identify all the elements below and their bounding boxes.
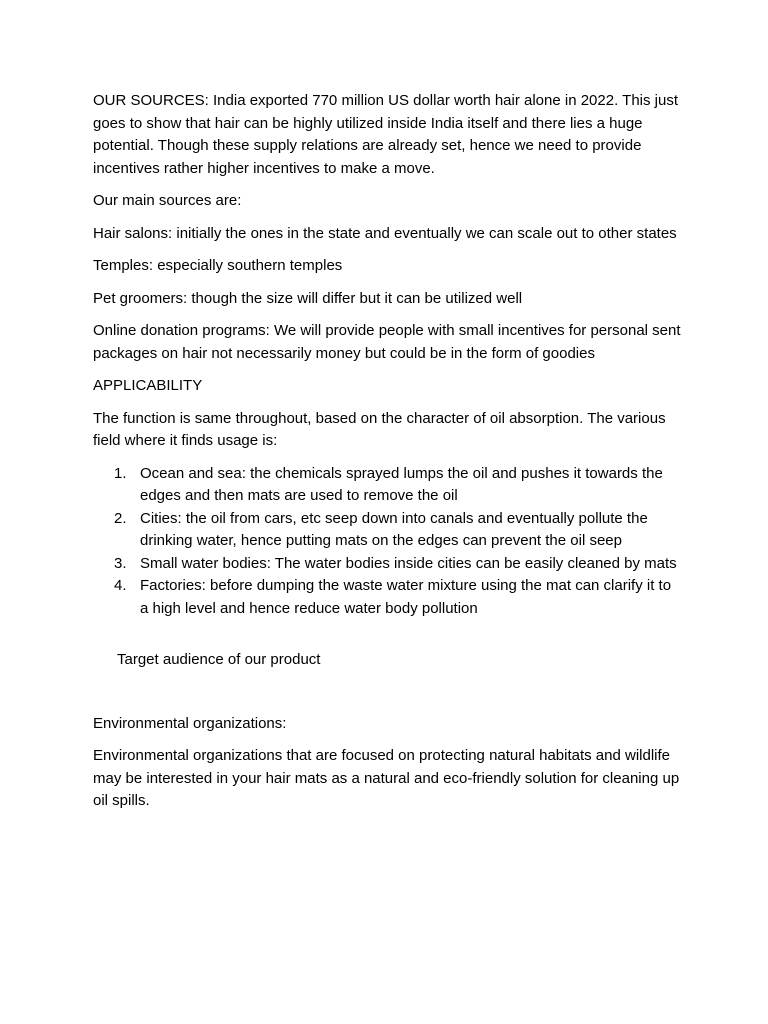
temples-paragraph: Temples: especially southern temples [93,257,343,274]
list-item-text: Cities: the oil from cars, etc seep down into canals and eventually pollute the drinking water, hence putting mats on the edges can prevent the oil seep [140,509,648,549]
sources-paragraph: OUR SOURCES: India exported 770 million US dollar worth hair alone in 2022. This just goes to show that hair can be highly utilized inside India itself and there lies a huge potential. Though these supply relations are already set, hence we need to provide incentives rather higher incentives to make a move. [93,92,678,177]
target-audience-heading: Target audience of our product [117,651,321,668]
list-number: 2. [114,509,127,527]
list-item-text: Factories: before dumping the waste water mixture using the mat can clarify it to a high level and hence reduce water body pollution [140,577,672,617]
blank-line [93,620,683,649]
list-item [93,463,683,508]
blank-line [93,672,683,713]
environmental-organizations-heading: Environmental organizations: [93,714,287,732]
list-number: 4. [114,577,127,594]
document-page [93,90,683,823]
environmental-organizations-paragraph: Environmental organizations that are focused on protecting natural habitats and wildlife may be interested in your hair mats as a natural and eco-friendly solution for cleaning up oil spills. [93,747,680,809]
applicability-heading: APPLICABILITY [93,377,203,394]
list-number: 1. [114,464,127,482]
hair-salons-paragraph: Hair salons: initially the ones in the state and eventually we can scale out to other states [93,224,677,242]
online-donation-paragraph: Online donation programs: We will provide people with small incentives for personal sent packages on hair not necessarily money but could be in the form of goodies [93,322,681,362]
pet-groomers-paragraph: Pet groomers: though the size will differ but it can be utilized well [93,289,523,307]
list-item [93,575,683,620]
list-item [93,508,683,553]
list-number: 3. [114,554,127,572]
usage-list [93,463,683,621]
list-item [93,553,683,576]
list-item-text: Small water bodies: The water bodies inside cities can be easily cleaned by mats [140,554,677,572]
main-sources-heading: Our main sources are: [93,192,242,209]
function-paragraph: The function is same throughout, based on the character of oil absorption. The various field where it finds usage is: [93,409,666,449]
list-item-text: Ocean and sea: the chemicals sprayed lumps the oil and pushes it towards the edges and then mats are used to remove the oil [140,464,663,504]
